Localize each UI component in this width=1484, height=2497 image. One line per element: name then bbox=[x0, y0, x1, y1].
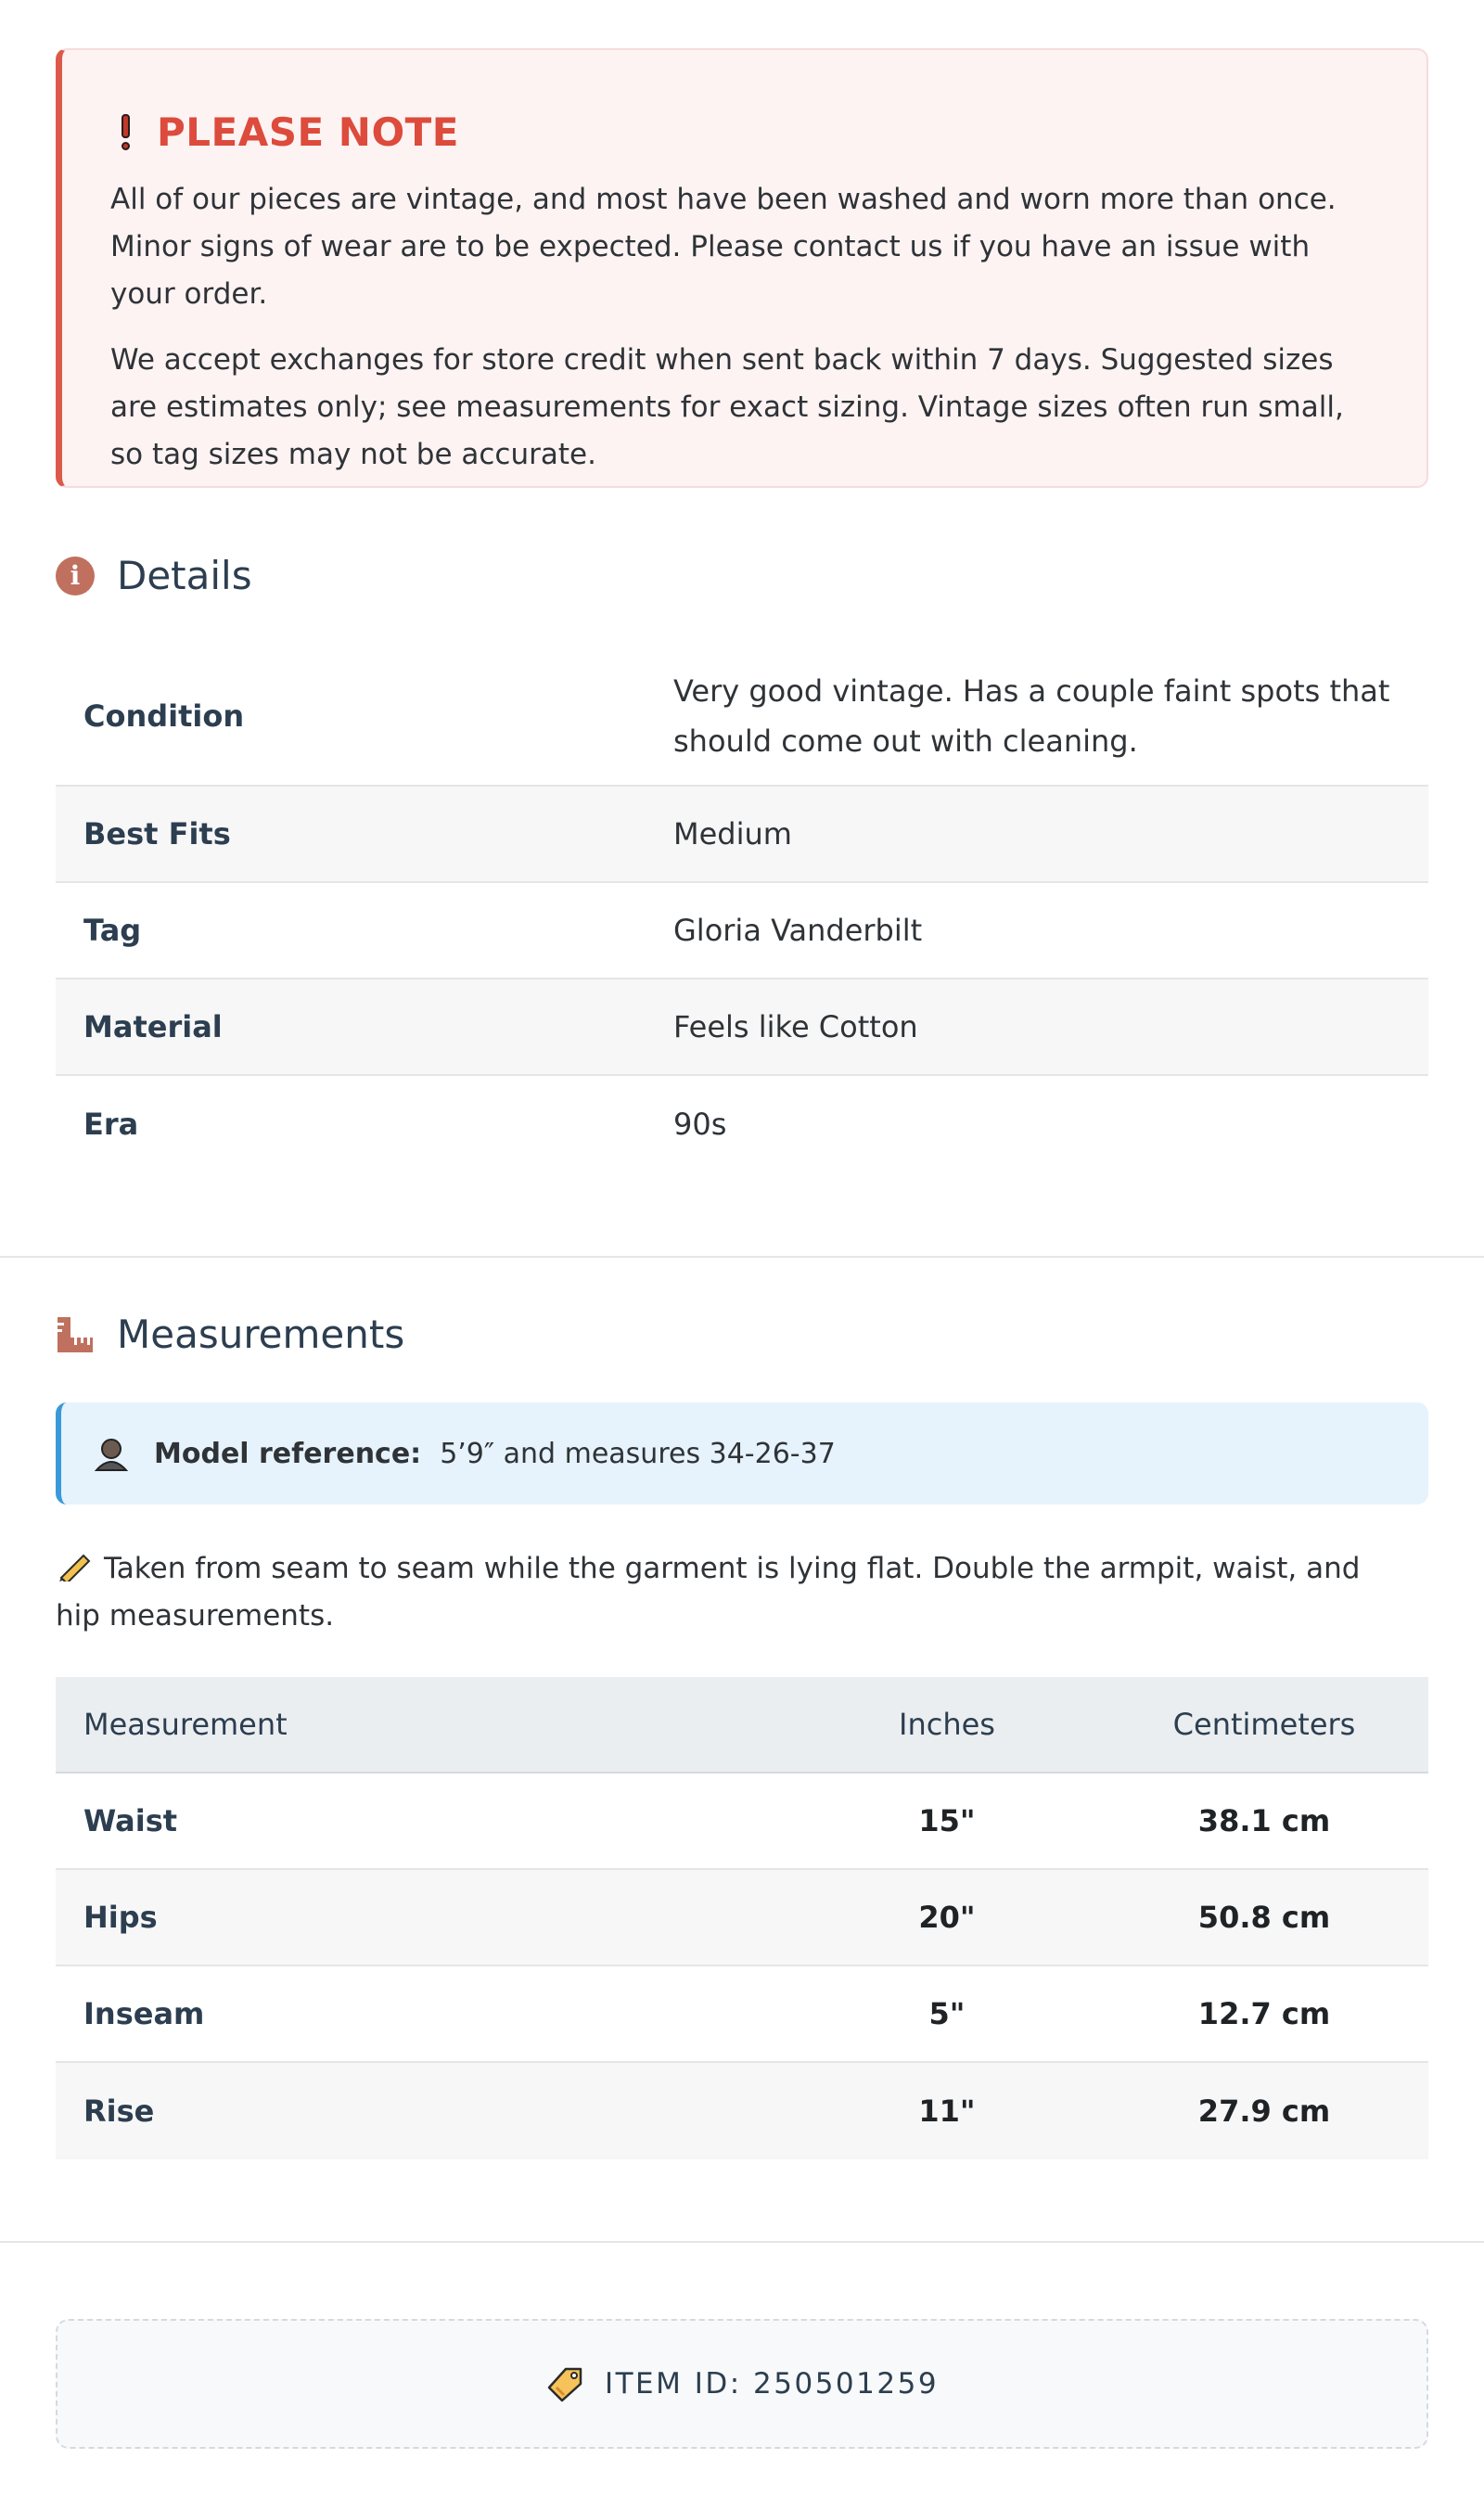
detail-label: Condition bbox=[83, 698, 245, 734]
measurement-inches: 20" bbox=[918, 1900, 976, 1935]
measurement-name: Inseam bbox=[83, 1996, 205, 2031]
details-heading: Details bbox=[117, 553, 252, 598]
measurement-name: Waist bbox=[83, 1803, 178, 1838]
section-divider bbox=[0, 1256, 1484, 1258]
person-icon bbox=[93, 1435, 130, 1472]
tag-icon bbox=[545, 2363, 586, 2404]
detail-value: 90s bbox=[673, 1107, 727, 1142]
table-row bbox=[56, 1774, 1428, 1870]
details-row-tag bbox=[56, 883, 1428, 980]
table-row bbox=[56, 1966, 1428, 2063]
ruler-icon bbox=[56, 1315, 95, 1354]
detail-label: Material bbox=[83, 1009, 223, 1044]
details-row-material bbox=[56, 980, 1428, 1076]
measurement-inches: 15" bbox=[918, 1803, 976, 1838]
measurement-cm: 27.9 cm bbox=[1197, 2094, 1331, 2129]
model-reference-label: Model reference: bbox=[154, 1437, 422, 1470]
measurement-cm: 50.8 cm bbox=[1197, 1900, 1331, 1935]
detail-value: Feels like Cotton bbox=[673, 1009, 918, 1044]
measurement-inches: 11" bbox=[918, 2094, 976, 2129]
model-reference-box bbox=[56, 1402, 1428, 1505]
column-header: Inches bbox=[899, 1707, 995, 1742]
details-table bbox=[56, 647, 1428, 1172]
measurement-name: Rise bbox=[83, 2094, 155, 2129]
table-row bbox=[56, 2063, 1428, 2159]
exclamation-icon bbox=[110, 114, 140, 150]
details-row-best-fits bbox=[56, 787, 1428, 883]
measurement-name: Hips bbox=[83, 1900, 158, 1935]
section-divider bbox=[0, 2241, 1484, 2243]
measurements-table bbox=[56, 1677, 1428, 2159]
table-header-row bbox=[56, 1677, 1428, 1774]
info-icon: i bbox=[56, 557, 95, 595]
item-id-box bbox=[56, 2319, 1428, 2449]
measurements-heading: Measurements bbox=[117, 1312, 405, 1357]
detail-label: Era bbox=[83, 1107, 139, 1142]
notice-paragraph-2: We accept exchanges for store credit when sent back within 7 days. Suggested sizes are estimates only; see measurements for exact sizing. Vintage sizes often run small, so tag sizes may not be accurate. bbox=[110, 343, 1344, 471]
measurement-cm: 38.1 cm bbox=[1197, 1803, 1331, 1838]
notice-header bbox=[110, 106, 1378, 158]
column-header: Centimeters bbox=[1172, 1707, 1356, 1742]
detail-label: Tag bbox=[83, 913, 142, 948]
details-header bbox=[56, 553, 252, 598]
notice-paragraph-1: All of our pieces are vintage, and most have been washed and worn more than once. Minor signs of wear are to be expected. Please contact us if you have an issue with your order. bbox=[110, 183, 1337, 311]
detail-value: Medium bbox=[673, 816, 792, 852]
measurement-inches: 5" bbox=[928, 1996, 966, 2031]
measurement-note-text: Taken from seam to seam while the garment is lying flat. Double the armpit, waist, and hip measurements. bbox=[56, 1552, 1361, 1633]
measurement-note bbox=[56, 1545, 1391, 1640]
model-reference-value: 5’9″ and measures 34-26-37 bbox=[440, 1437, 836, 1470]
item-id-label: ITEM ID: 250501259 bbox=[604, 2367, 940, 2401]
detail-value: Very good vintage. Has a couple faint spots that should come out with cleaning. bbox=[673, 673, 1390, 759]
pencil-icon bbox=[56, 1552, 93, 1581]
details-row-era bbox=[56, 1076, 1428, 1172]
column-header: Measurement bbox=[83, 1707, 288, 1742]
details-row-condition bbox=[56, 647, 1428, 787]
detail-label: Best Fits bbox=[83, 816, 231, 852]
measurement-cm: 12.7 cm bbox=[1197, 1996, 1331, 2031]
measurements-header bbox=[56, 1312, 404, 1357]
notice-box bbox=[56, 48, 1428, 488]
detail-value: Gloria Vanderbilt bbox=[673, 913, 923, 948]
table-row bbox=[56, 1870, 1428, 1966]
notice-title: PLEASE NOTE bbox=[157, 109, 459, 155]
